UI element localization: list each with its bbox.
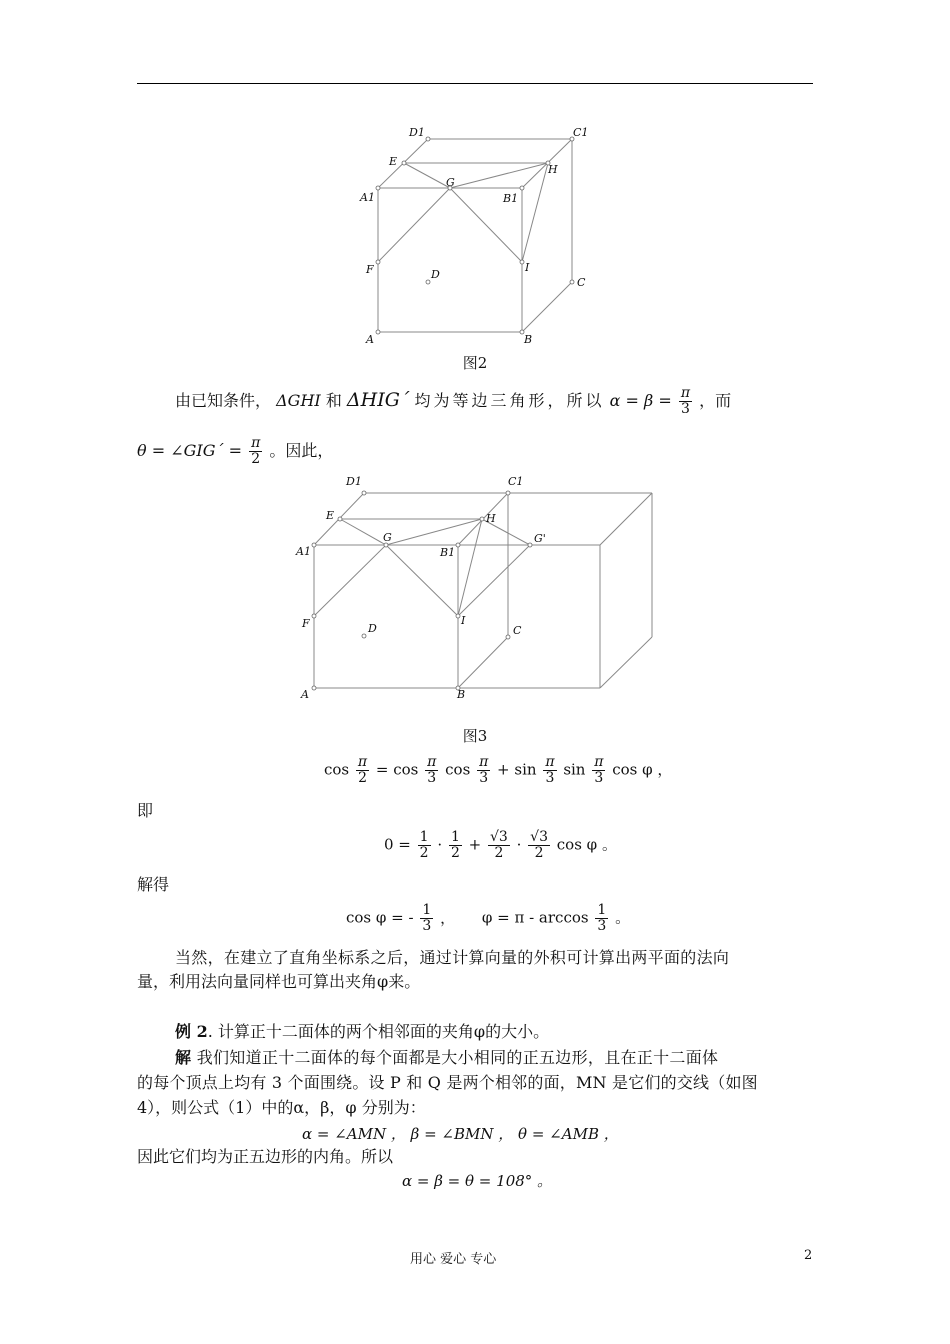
eq1-cos: cos (324, 760, 350, 779)
fig3-label-C1: C1 (508, 475, 524, 488)
eq3-cos-phi: cos φ = - (346, 908, 414, 927)
equation-1 (324, 755, 672, 786)
eq1-cos-2: cos (445, 760, 471, 779)
fig3-label-Gp: G' (534, 532, 546, 545)
paragraph-3-line-1: 当然，在建立了直角坐标系之后，通过计算向量的外积可计算出两平面的法向 (175, 948, 730, 967)
equation-5: α = β = θ = 108° 。 (402, 1172, 553, 1190)
eq3-end: 。 (615, 908, 631, 927)
page-number: 2 (804, 1248, 813, 1263)
frac-num: 1 (419, 829, 429, 845)
example-2 (175, 1021, 549, 1043)
fig3-label-D1: D1 (346, 475, 362, 488)
fig3-label-I: I (461, 614, 466, 627)
fig3-label-H: H (486, 512, 496, 525)
p1-and: 和 (325, 391, 342, 410)
eq3-comma: ， (440, 908, 456, 927)
fig3-label-B: B (457, 688, 466, 701)
frac-den: 3 (422, 918, 432, 934)
label-B1: B1 (503, 192, 519, 205)
eq1-frac-c (543, 755, 556, 786)
fig3-label-D: D (368, 622, 377, 635)
frac-den: 2 (494, 845, 504, 861)
jiede-label: 解得 (137, 875, 170, 894)
label-B: B (524, 333, 533, 346)
label-C: C (577, 276, 586, 289)
eq1-end: cos φ ， (612, 760, 673, 779)
label-A1: A1 (360, 191, 375, 204)
p1-eq-alpha-beta: α = β = (609, 391, 672, 410)
footer-slogan: 用心 爱心 专心 (410, 1252, 497, 1267)
frac-den: 3 (594, 770, 604, 786)
fig3-label-A: A (301, 688, 309, 701)
eq2-end: cos φ 。 (556, 835, 617, 854)
p1-text-c: ，而 (699, 391, 732, 410)
eq1-frac-b (477, 755, 490, 786)
solution-label: 解 (175, 1048, 192, 1067)
eq1-plus-sin: + sin (497, 760, 537, 779)
frac-num: √3 (530, 829, 548, 845)
frac-num: π (479, 754, 489, 770)
label-I: I (525, 261, 530, 274)
solution-line-4: 因此它们均为正五边形的内角。所以 (137, 1147, 394, 1166)
fig3-label-C: C (513, 624, 522, 637)
solution-line-2: 的每个顶点上均有 3 个面围绕。设 P 和 Q 是两个相邻的面，MN 是它们的交线（如图 (137, 1073, 758, 1092)
p1-triangle-hig: ΔHIG´ (346, 389, 410, 411)
eq3-phi-eq: φ = π - arccos (481, 908, 589, 927)
figure-2-caption: 图2 (462, 354, 488, 372)
frac-den: 3 (545, 770, 555, 786)
frac-num: π (427, 754, 437, 770)
eq2-zero: 0 = (384, 835, 411, 854)
frac-den: 2 (358, 770, 367, 786)
solution-line-1 (175, 1047, 718, 1069)
label-C1: C1 (573, 126, 589, 139)
frac-num: π (680, 385, 691, 401)
example-2-text: . 计算正十二面体的两个相邻面的夹角φ的大小。 (207, 1022, 550, 1041)
frac-den: 3 (479, 770, 489, 786)
p1-triangle-ghi: ΔGHI (276, 391, 321, 410)
p1-text-a: 由已知条件， (175, 391, 272, 410)
p2-eq-theta: θ = ∠GIG´ = (137, 441, 242, 460)
frac-num: π (251, 435, 261, 451)
fig3-label-E: E (326, 509, 335, 522)
eq1-eq-cos: = cos (375, 760, 419, 779)
frac-num: √3 (490, 829, 508, 845)
label-H: H (548, 163, 558, 176)
eq1-frac-d (592, 755, 605, 786)
solution-text-1: 我们知道正十二面体的每个面都是大小相同的正五边形，且在正十二面体 (196, 1048, 719, 1067)
figure-3-caption: 图3 (462, 727, 488, 745)
frac-num: π (594, 754, 604, 770)
equation-2 (384, 830, 617, 861)
frac-den: 3 (680, 401, 690, 417)
label-E: E (389, 155, 398, 168)
frac-den: 2 (419, 845, 429, 861)
frac-den: 3 (597, 918, 607, 934)
paragraph-3-line-2: 量，利用法向量同样也可算出夹角φ来。 (137, 972, 421, 991)
eq2-dot-1: · (437, 835, 443, 854)
eq3-frac-2 (595, 903, 608, 934)
fig3-label-B1: B1 (440, 546, 456, 559)
label-A: A (366, 333, 374, 346)
frac-num: 1 (422, 902, 432, 918)
frac-den: 3 (427, 770, 437, 786)
eq1-frac-pi-2 (356, 755, 369, 786)
fig3-label-A1: A1 (296, 545, 311, 558)
frac-den: 2 (251, 451, 261, 467)
equation-3 (346, 903, 630, 934)
eq2-frac-4 (528, 830, 550, 861)
p2-text-b: 。因此， (269, 441, 334, 460)
eq2-dot-2: · (516, 835, 522, 854)
example-2-label: 例 2 (175, 1022, 208, 1041)
eq2-frac-2 (449, 830, 462, 861)
frac-num: 1 (450, 829, 460, 845)
label-D1: D1 (409, 126, 425, 139)
label-F: F (366, 263, 374, 276)
p1-text-b: 均为等边三角形，所以 (414, 391, 605, 410)
frac-num: 1 (597, 902, 607, 918)
eq3-frac-1 (420, 903, 433, 934)
frac-den: 2 (534, 845, 544, 861)
label-G: G (446, 176, 455, 189)
eq1-frac-a (425, 755, 438, 786)
label-D: D (431, 268, 440, 281)
eq1-sin-2: sin (563, 760, 586, 779)
ji-label: 即 (137, 801, 154, 820)
frac-num: π (545, 754, 555, 770)
fig3-label-F: F (302, 617, 310, 630)
equation-4: α = ∠AMN ， β = ∠BMN ， θ = ∠AMB ， (302, 1125, 619, 1143)
fig3-label-G: G (383, 531, 392, 544)
frac-num: π (357, 754, 368, 770)
solution-line-3: 4），则公式（1）中的α，β，φ 分别为： (137, 1098, 426, 1117)
eq2-frac-3 (488, 830, 510, 861)
eq2-plus: + (468, 835, 482, 854)
frac-den: 2 (450, 845, 460, 861)
eq2-frac-1 (418, 830, 431, 861)
